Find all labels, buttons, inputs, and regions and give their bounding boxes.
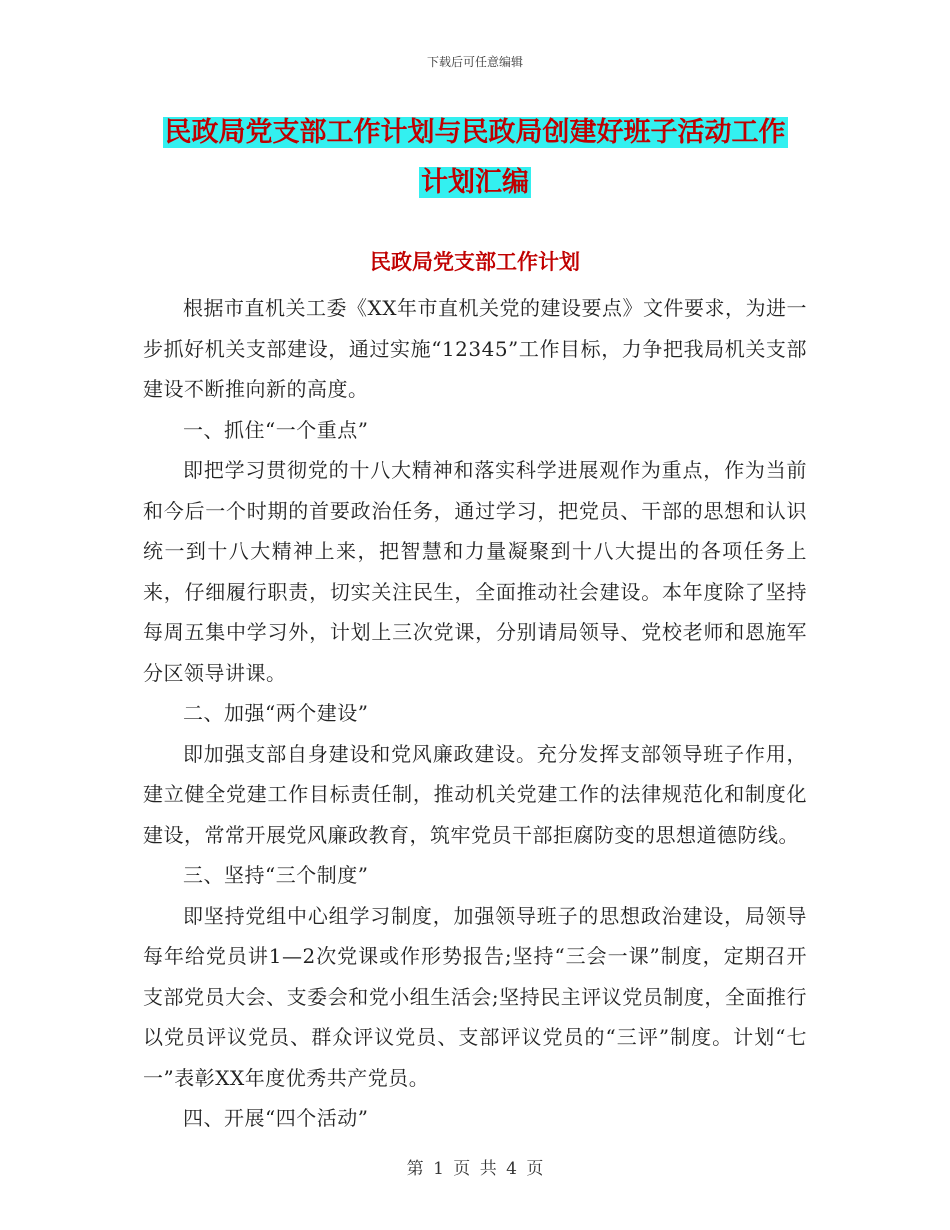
- paragraph-intro: 根据市直机关工委《XX年市直机关党的建设要点》文件要求，为进一步抓好机关支部建设，通过实施“12345”工作目标，力争把我局机关支部建设不断推向新的高度。: [143, 296, 807, 401]
- paragraph-2: 即加强支部自身建设和党风廉政建设。充分发挥支部领导班子作用，建立健全党建工作目标责任制，推动机关党建工作的法律规范化和制度化建设，常常开展党风廉政教育，筑牢党员干部拒腐防变的思想道德防线。: [143, 741, 807, 847]
- document-title: [0, 108, 950, 208]
- document-title-line-1: [0, 108, 950, 158]
- section-title: 民政局党支部工作计划: [370, 250, 580, 274]
- paragraph-1: 即把学习贯彻党的十八大精神和落实科学进展观作为重点，作为当前和今后一个时期的首要政治任务，通过学习，把党员、干部的思想和认识统一到十八大精神上来，把智慧和力量凝聚到十八大提出的各项任务上来，仔细履行职责，切实关注民生，全面推动社会建设。本年度除了坚持每周五集中学习外，计划上三次党课，分别请局领导、党校老师和恩施军分区领导讲课。: [143, 458, 807, 685]
- heading-2: 二、加强“两个建设”: [183, 701, 369, 725]
- heading-3: 三、坚持“三个制度”: [183, 863, 369, 887]
- title-highlight-1: 民政局党支部工作计划与民政局创建好班子活动工作: [164, 117, 786, 148]
- heading-4: 四、开展“四个活动”: [183, 1106, 369, 1130]
- body-text: [143, 288, 807, 1139]
- document-title-line-2: [0, 158, 950, 208]
- title-highlight-2: 计划汇编: [421, 167, 529, 198]
- paragraph-3: 即坚持党组中心组学习制度，加强领导班子的思想政治建设，局领导每年给党员讲1—2次党课或作形势报告;坚持“三会一课”制度，定期召开支部党员大会、支委会和党小组生活会;坚持民主评议党员制度，全面推行以党员评议党员、群众评议党员、支部评议党员的“三评”制度。计划“七一”表彰XX年度优秀共产党员。: [143, 903, 807, 1090]
- heading-1: 一、抓住“一个重点”: [183, 417, 369, 442]
- header-note: 下载后可任意编辑: [426, 55, 523, 69]
- page-footer: 第 1 页 共 4 页: [406, 1159, 544, 1179]
